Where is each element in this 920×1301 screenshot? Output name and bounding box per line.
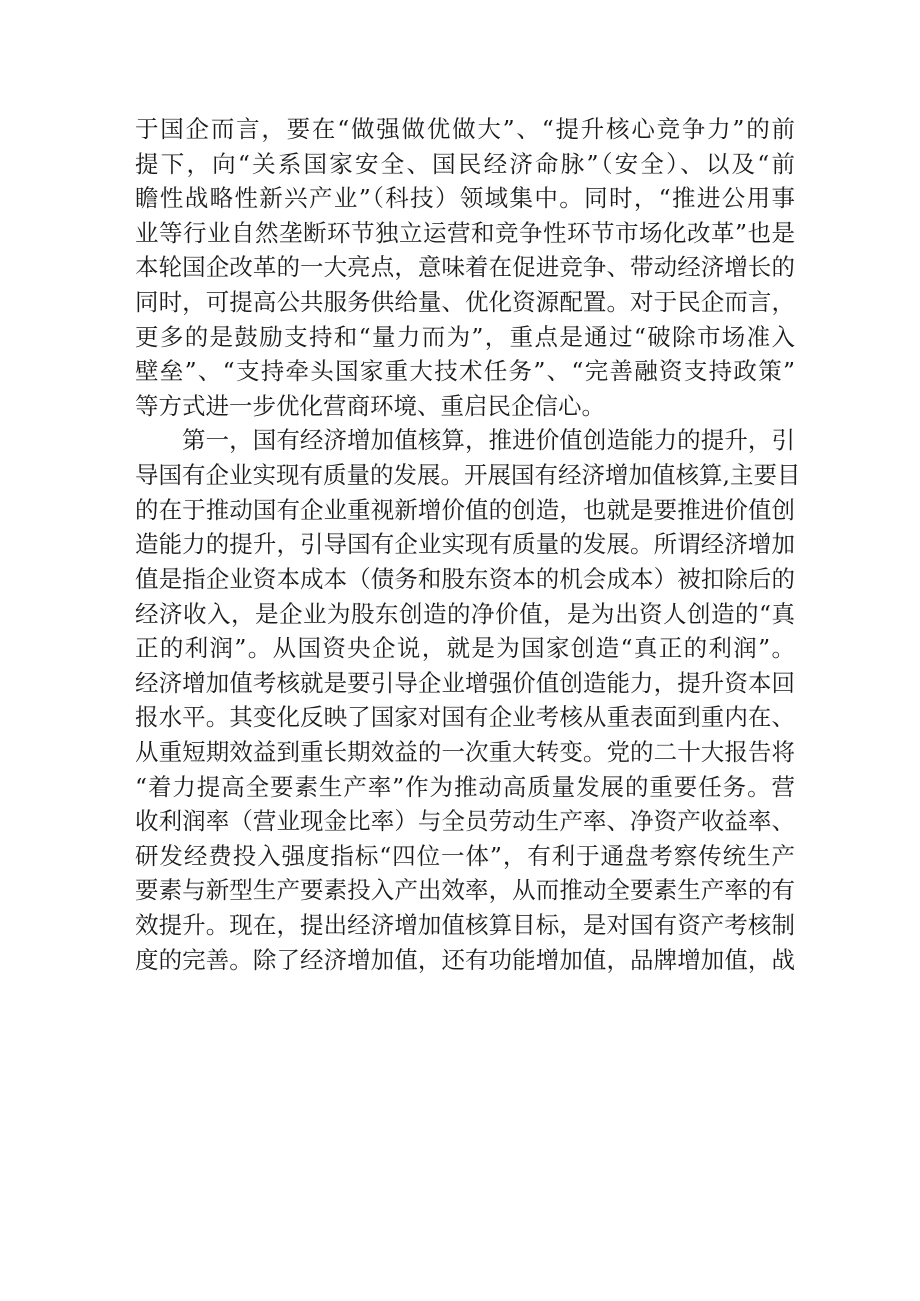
text-line: 度的完善。除了经济增加值，还有功能增加值，品牌增加值，战 [135,945,795,974]
text-line: 的在于推动国有企业重视新增价值的创造，也就是要推进价值创 [135,495,795,524]
text-line: 正的利润”。从国资央企说，就是为国家创造“真正的利润”。 [135,634,795,663]
text-line: 值是指企业资本成本（债务和股东资本的机会成本）被扣除后的 [135,564,795,593]
text-line: 要素与新型生产要素投入产出效率，从而推动全要素生产率的有 [135,876,795,905]
text-line: 造能力的提升，引导国有企业实现有质量的发展。所谓经济增加 [135,530,795,559]
text-line: 经济收入，是企业为股东创造的净价值，是为出资人创造的“真 [135,599,795,628]
text-line: 经济增加值考核就是要引导企业增强价值创造能力，提升资本回 [135,668,795,697]
text-line: 效提升。现在，提出经济增加值核算目标，是对国有资产考核制 [135,911,795,940]
text-line: 从重短期效益到重长期效益的一次重大转变。党的二十大报告将 [135,737,795,766]
document-body [135,112,801,977]
text-line: 业等行业自然垄断环节独立运营和竞争性环节市场化改革”也是 [135,218,795,247]
text-line: 同时，可提高公共服务供给量、优化资源配置。对于民企而言， [135,288,795,317]
text-line: “着力提高全要素生产率”作为推动高质量发展的重要任务。营 [135,772,795,801]
text-line: 导国有企业实现有质量的发展。开展国有经济增加值核算,主要目 [135,461,801,490]
text-line: 提下，向“关系国家安全、国民经济命脉”（安全）、以及“前 [135,149,795,178]
text-line: 壁垒”、“支持牵头国家重大技术任务”、“完善融资支持政策” [135,357,795,386]
text-line: 瞻性战略性新兴产业”（科技）领域集中。同时，“推进公用事 [135,184,795,213]
text-line: 更多的是鼓励支持和“量力而为”，重点是通过“破除市场准入 [135,322,795,351]
text-line: 报水平。其变化反映了国家对国有企业考核从重表面到重内在、 [135,703,795,732]
text-line: 本轮国企改革的一大亮点，意味着在促进竞争、带动经济增长的 [135,253,795,282]
text-line: 第一，国有经济增加值核算，推进价值创造能力的提升，引 [182,426,795,455]
text-line: 于国企而言，要在“做强做优做大”、“提升核心竞争力”的前 [135,115,795,143]
text-line: 等方式进一步优化营商环境、重启民企信心。 [135,391,605,420]
text-line: 收利润率（营业现金比率）与全员劳动生产率、净资产收益率、 [135,807,795,836]
text-line: 研发经费投入强度指标“四位一体”，有利于通盘考察传统生产 [135,841,795,870]
